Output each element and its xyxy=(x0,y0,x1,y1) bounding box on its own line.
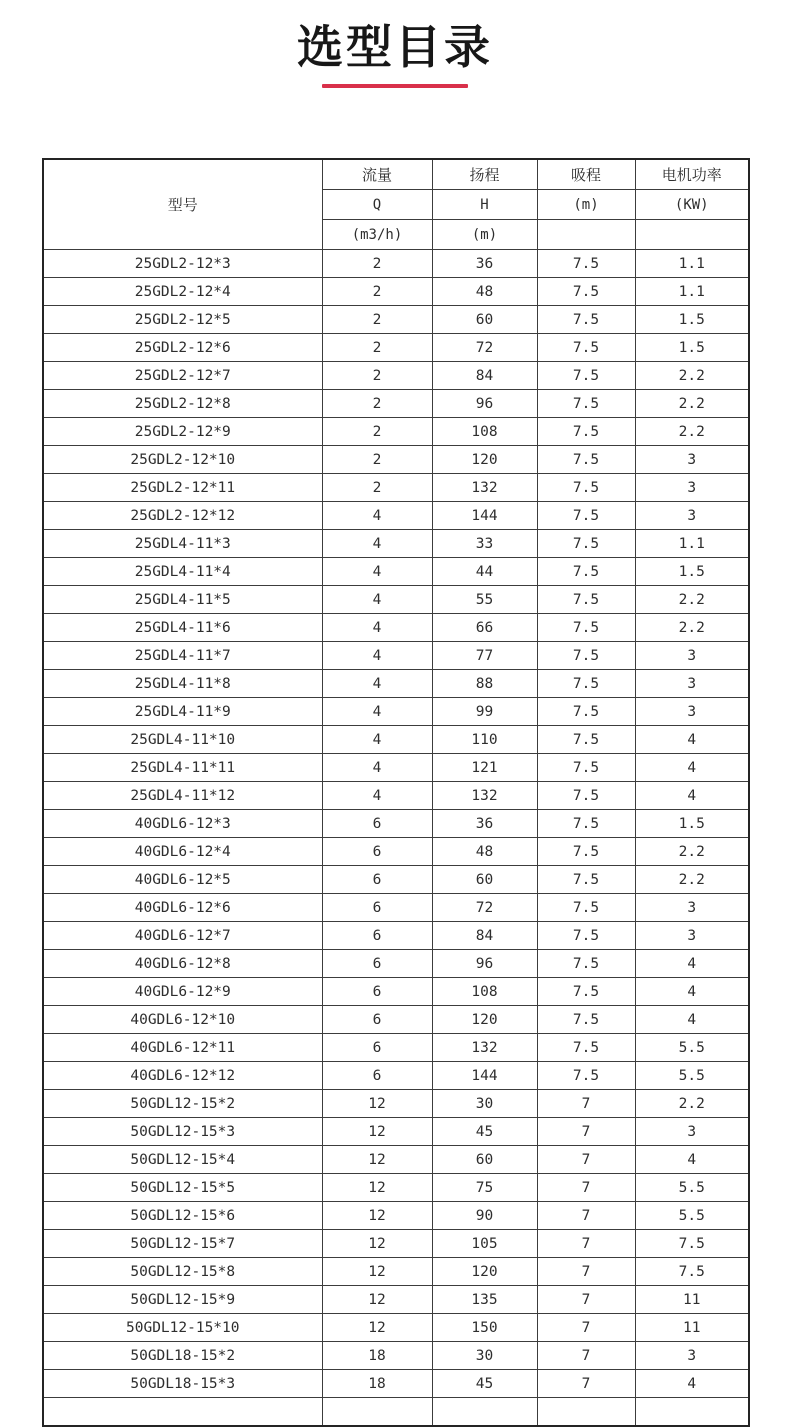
table-header xyxy=(43,159,749,250)
head-cell: 132 xyxy=(432,782,537,810)
power-cell: 3 xyxy=(635,642,749,670)
suction-cell: 7.5 xyxy=(537,530,635,558)
table-row xyxy=(43,1202,749,1230)
power-cell: 1.1 xyxy=(635,530,749,558)
power-cell: 11 xyxy=(635,1286,749,1314)
power-cell: 3 xyxy=(635,1118,749,1146)
flow-cell: 4 xyxy=(322,558,432,586)
table-row xyxy=(43,754,749,782)
flow-cell: 4 xyxy=(322,530,432,558)
flow-cell: 12 xyxy=(322,1146,432,1174)
suction-cell: 7.5 xyxy=(537,1034,635,1062)
col-header-model: 型号 xyxy=(43,159,322,250)
power-cell: 1.5 xyxy=(635,306,749,334)
suction-cell: 7.5 xyxy=(537,1062,635,1090)
table-row xyxy=(43,474,749,502)
head-cell: 132 xyxy=(432,474,537,502)
flow-cell: 6 xyxy=(322,978,432,1006)
power-cell: 2.2 xyxy=(635,418,749,446)
power-cell: 1.5 xyxy=(635,558,749,586)
head-cell: 90 xyxy=(432,1202,537,1230)
power-cell: 3 xyxy=(635,474,749,502)
title-block xyxy=(0,0,790,88)
col-symbol-head: H xyxy=(432,190,537,220)
model-cell: 40GDL6-12*9 xyxy=(43,978,322,1006)
model-cell: 40GDL6-12*3 xyxy=(43,810,322,838)
suction-cell: 7.5 xyxy=(537,698,635,726)
power-cell: 3 xyxy=(635,698,749,726)
flow-cell: 6 xyxy=(322,1062,432,1090)
col-header-head: 扬程 xyxy=(432,159,537,190)
flow-cell: 2 xyxy=(322,334,432,362)
table-body xyxy=(43,250,749,1427)
col-header-power: 电机功率 xyxy=(635,159,749,190)
power-cell: 3 xyxy=(635,502,749,530)
table-row xyxy=(43,530,749,558)
pump-selection-table xyxy=(42,158,750,1427)
power-cell: 7.5 xyxy=(635,1230,749,1258)
model-cell: 50GDL12-15*6 xyxy=(43,1202,322,1230)
head-cell: 48 xyxy=(432,838,537,866)
head-cell: 120 xyxy=(432,1006,537,1034)
flow-cell: 2 xyxy=(322,390,432,418)
head-cell: 96 xyxy=(432,950,537,978)
model-cell: 25GDL4-11*12 xyxy=(43,782,322,810)
flow-cell: 6 xyxy=(322,810,432,838)
flow-cell: 6 xyxy=(322,1034,432,1062)
head-cell: 36 xyxy=(432,810,537,838)
head-cell: 66 xyxy=(432,614,537,642)
model-cell: 25GDL4-11*10 xyxy=(43,726,322,754)
suction-cell: 7.5 xyxy=(537,418,635,446)
model-cell: 50GDL12-15*9 xyxy=(43,1286,322,1314)
model-cell: 40GDL6-12*10 xyxy=(43,1006,322,1034)
col-unit-power: (KW) xyxy=(635,190,749,220)
table-row xyxy=(43,922,749,950)
model-cell: 25GDL4-11*7 xyxy=(43,642,322,670)
model-cell: 25GDL4-11*6 xyxy=(43,614,322,642)
table-row xyxy=(43,1286,749,1314)
table-row xyxy=(43,726,749,754)
suction-cell: 7.5 xyxy=(537,866,635,894)
table-row xyxy=(43,446,749,474)
empty-cell xyxy=(322,1398,432,1427)
model-cell: 40GDL6-12*6 xyxy=(43,894,322,922)
suction-cell: 7 xyxy=(537,1090,635,1118)
power-cell: 4 xyxy=(635,1370,749,1398)
suction-cell: 7.5 xyxy=(537,950,635,978)
header-row-names xyxy=(43,159,749,190)
table-row xyxy=(43,838,749,866)
page-title: 选型目录 xyxy=(297,20,493,74)
model-cell: 50GDL12-15*8 xyxy=(43,1258,322,1286)
suction-cell: 7 xyxy=(537,1342,635,1370)
power-cell: 1.1 xyxy=(635,250,749,278)
suction-cell: 7.5 xyxy=(537,278,635,306)
table-row xyxy=(43,1174,749,1202)
flow-cell: 4 xyxy=(322,726,432,754)
suction-cell: 7.5 xyxy=(537,446,635,474)
head-cell: 144 xyxy=(432,502,537,530)
power-cell: 4 xyxy=(635,782,749,810)
table-row xyxy=(43,866,749,894)
table-row xyxy=(43,1258,749,1286)
flow-cell: 12 xyxy=(322,1174,432,1202)
flow-cell: 4 xyxy=(322,670,432,698)
model-cell: 25GDL2-12*7 xyxy=(43,362,322,390)
flow-cell: 6 xyxy=(322,894,432,922)
flow-cell: 4 xyxy=(322,698,432,726)
head-cell: 55 xyxy=(432,586,537,614)
power-cell: 2.2 xyxy=(635,866,749,894)
model-cell: 25GDL4-11*8 xyxy=(43,670,322,698)
flow-cell: 2 xyxy=(322,306,432,334)
power-cell: 7.5 xyxy=(635,1258,749,1286)
flow-cell: 12 xyxy=(322,1314,432,1342)
head-cell: 60 xyxy=(432,306,537,334)
head-cell: 120 xyxy=(432,1258,537,1286)
flow-cell: 6 xyxy=(322,838,432,866)
col-unit-head: (m) xyxy=(432,220,537,250)
model-cell: 25GDL2-12*11 xyxy=(43,474,322,502)
table-row xyxy=(43,1090,749,1118)
head-cell: 60 xyxy=(432,866,537,894)
flow-cell: 2 xyxy=(322,362,432,390)
table-row xyxy=(43,1006,749,1034)
model-cell: 50GDL12-15*4 xyxy=(43,1146,322,1174)
suction-cell: 7.5 xyxy=(537,894,635,922)
head-cell: 110 xyxy=(432,726,537,754)
table-row xyxy=(43,1146,749,1174)
model-cell: 25GDL2-12*6 xyxy=(43,334,322,362)
flow-cell: 4 xyxy=(322,754,432,782)
power-cell: 2.2 xyxy=(635,838,749,866)
flow-cell: 18 xyxy=(322,1342,432,1370)
head-cell: 36 xyxy=(432,250,537,278)
head-cell: 77 xyxy=(432,642,537,670)
flow-cell: 2 xyxy=(322,250,432,278)
suction-cell: 7.5 xyxy=(537,922,635,950)
col-header-suction: 吸程 xyxy=(537,159,635,190)
table-row xyxy=(43,502,749,530)
model-cell: 40GDL6-12*7 xyxy=(43,922,322,950)
suction-cell: 7.5 xyxy=(537,838,635,866)
power-cell: 1.5 xyxy=(635,810,749,838)
table-row xyxy=(43,950,749,978)
flow-cell: 12 xyxy=(322,1258,432,1286)
head-cell: 105 xyxy=(432,1230,537,1258)
power-cell: 3 xyxy=(635,894,749,922)
flow-cell: 4 xyxy=(322,642,432,670)
model-cell: 50GDL12-15*3 xyxy=(43,1118,322,1146)
suction-cell: 7 xyxy=(537,1370,635,1398)
table-row xyxy=(43,978,749,1006)
table-row xyxy=(43,586,749,614)
power-cell: 2.2 xyxy=(635,614,749,642)
power-cell: 3 xyxy=(635,1342,749,1370)
model-cell: 25GDL2-12*12 xyxy=(43,502,322,530)
flow-cell: 4 xyxy=(322,614,432,642)
col-unit-flow: (m3/h) xyxy=(322,220,432,250)
flow-cell: 4 xyxy=(322,586,432,614)
empty-cell xyxy=(635,1398,749,1427)
suction-cell: 7 xyxy=(537,1174,635,1202)
model-cell: 25GDL4-11*11 xyxy=(43,754,322,782)
empty-cell xyxy=(537,1398,635,1427)
model-cell: 25GDL2-12*10 xyxy=(43,446,322,474)
table-row xyxy=(43,1314,749,1342)
suction-cell: 7 xyxy=(537,1230,635,1258)
title-underline xyxy=(322,84,468,88)
flow-cell: 4 xyxy=(322,502,432,530)
head-cell: 45 xyxy=(432,1370,537,1398)
power-cell: 5.5 xyxy=(635,1174,749,1202)
table-row xyxy=(43,670,749,698)
table-row xyxy=(43,1034,749,1062)
model-cell: 50GDL18-15*3 xyxy=(43,1370,322,1398)
empty-cell xyxy=(43,1398,322,1427)
flow-cell: 2 xyxy=(322,474,432,502)
power-cell: 2.2 xyxy=(635,362,749,390)
power-cell: 4 xyxy=(635,1146,749,1174)
power-cell: 1.5 xyxy=(635,334,749,362)
power-cell: 2.2 xyxy=(635,586,749,614)
head-cell: 72 xyxy=(432,894,537,922)
flow-cell: 6 xyxy=(322,1006,432,1034)
power-cell: 5.5 xyxy=(635,1034,749,1062)
flow-cell: 12 xyxy=(322,1202,432,1230)
suction-cell: 7.5 xyxy=(537,250,635,278)
model-cell: 25GDL2-12*4 xyxy=(43,278,322,306)
suction-cell: 7.5 xyxy=(537,474,635,502)
model-cell: 50GDL12-15*7 xyxy=(43,1230,322,1258)
suction-cell: 7 xyxy=(537,1286,635,1314)
suction-cell: 7 xyxy=(537,1118,635,1146)
model-cell: 25GDL2-12*3 xyxy=(43,250,322,278)
suction-cell: 7.5 xyxy=(537,754,635,782)
table-row xyxy=(43,390,749,418)
head-cell: 108 xyxy=(432,418,537,446)
model-cell: 40GDL6-12*12 xyxy=(43,1062,322,1090)
col-unit-suction-empty xyxy=(537,220,635,250)
table-row xyxy=(43,418,749,446)
col-symbol-flow: Q xyxy=(322,190,432,220)
flow-cell: 12 xyxy=(322,1286,432,1314)
model-cell: 25GDL4-11*4 xyxy=(43,558,322,586)
head-cell: 44 xyxy=(432,558,537,586)
head-cell: 144 xyxy=(432,1062,537,1090)
head-cell: 60 xyxy=(432,1146,537,1174)
suction-cell: 7 xyxy=(537,1258,635,1286)
model-cell: 25GDL2-12*8 xyxy=(43,390,322,418)
table-row xyxy=(43,614,749,642)
table-row xyxy=(43,1062,749,1090)
table-row-partial xyxy=(43,1398,749,1427)
power-cell: 3 xyxy=(635,922,749,950)
power-cell: 2.2 xyxy=(635,390,749,418)
suction-cell: 7 xyxy=(537,1314,635,1342)
suction-cell: 7.5 xyxy=(537,978,635,1006)
head-cell: 99 xyxy=(432,698,537,726)
suction-cell: 7.5 xyxy=(537,1006,635,1034)
power-cell: 4 xyxy=(635,1006,749,1034)
col-unit-suction: (m) xyxy=(537,190,635,220)
head-cell: 75 xyxy=(432,1174,537,1202)
flow-cell: 4 xyxy=(322,782,432,810)
table-row xyxy=(43,278,749,306)
table-row xyxy=(43,334,749,362)
flow-cell: 6 xyxy=(322,922,432,950)
power-cell: 4 xyxy=(635,754,749,782)
suction-cell: 7.5 xyxy=(537,334,635,362)
power-cell: 4 xyxy=(635,726,749,754)
power-cell: 3 xyxy=(635,446,749,474)
model-cell: 40GDL6-12*4 xyxy=(43,838,322,866)
head-cell: 84 xyxy=(432,922,537,950)
table-row xyxy=(43,698,749,726)
head-cell: 120 xyxy=(432,446,537,474)
model-cell: 25GDL2-12*9 xyxy=(43,418,322,446)
power-cell: 11 xyxy=(635,1314,749,1342)
model-cell: 50GDL12-15*10 xyxy=(43,1314,322,1342)
suction-cell: 7.5 xyxy=(537,614,635,642)
power-cell: 2.2 xyxy=(635,1090,749,1118)
table-row xyxy=(43,782,749,810)
flow-cell: 2 xyxy=(322,446,432,474)
model-cell: 25GDL2-12*5 xyxy=(43,306,322,334)
flow-cell: 6 xyxy=(322,866,432,894)
table-row xyxy=(43,558,749,586)
table-row xyxy=(43,1342,749,1370)
head-cell: 45 xyxy=(432,1118,537,1146)
table-row xyxy=(43,894,749,922)
suction-cell: 7.5 xyxy=(537,810,635,838)
model-cell: 50GDL12-15*2 xyxy=(43,1090,322,1118)
head-cell: 108 xyxy=(432,978,537,1006)
head-cell: 33 xyxy=(432,530,537,558)
suction-cell: 7.5 xyxy=(537,670,635,698)
head-cell: 30 xyxy=(432,1342,537,1370)
model-cell: 40GDL6-12*5 xyxy=(43,866,322,894)
col-header-flow: 流量 xyxy=(322,159,432,190)
power-cell: 4 xyxy=(635,950,749,978)
head-cell: 96 xyxy=(432,390,537,418)
head-cell: 135 xyxy=(432,1286,537,1314)
suction-cell: 7.5 xyxy=(537,306,635,334)
empty-cell xyxy=(432,1398,537,1427)
suction-cell: 7.5 xyxy=(537,586,635,614)
model-cell: 50GDL18-15*2 xyxy=(43,1342,322,1370)
suction-cell: 7.5 xyxy=(537,782,635,810)
flow-cell: 12 xyxy=(322,1118,432,1146)
power-cell: 4 xyxy=(635,978,749,1006)
table-row xyxy=(43,250,749,278)
suction-cell: 7.5 xyxy=(537,390,635,418)
model-cell: 40GDL6-12*8 xyxy=(43,950,322,978)
head-cell: 30 xyxy=(432,1090,537,1118)
suction-cell: 7.5 xyxy=(537,362,635,390)
head-cell: 150 xyxy=(432,1314,537,1342)
suction-cell: 7.5 xyxy=(537,502,635,530)
table-row xyxy=(43,810,749,838)
model-cell: 25GDL4-11*9 xyxy=(43,698,322,726)
col-unit-power-empty xyxy=(635,220,749,250)
suction-cell: 7 xyxy=(537,1146,635,1174)
flow-cell: 18 xyxy=(322,1370,432,1398)
power-cell: 1.1 xyxy=(635,278,749,306)
power-cell: 3 xyxy=(635,670,749,698)
head-cell: 88 xyxy=(432,670,537,698)
model-cell: 25GDL4-11*5 xyxy=(43,586,322,614)
table-row xyxy=(43,1370,749,1398)
flow-cell: 2 xyxy=(322,418,432,446)
table-row xyxy=(43,642,749,670)
suction-cell: 7 xyxy=(537,1202,635,1230)
flow-cell: 12 xyxy=(322,1090,432,1118)
suction-cell: 7.5 xyxy=(537,642,635,670)
suction-cell: 7.5 xyxy=(537,558,635,586)
model-cell: 40GDL6-12*11 xyxy=(43,1034,322,1062)
table-row xyxy=(43,362,749,390)
flow-cell: 6 xyxy=(322,950,432,978)
head-cell: 132 xyxy=(432,1034,537,1062)
head-cell: 48 xyxy=(432,278,537,306)
table-row xyxy=(43,1230,749,1258)
head-cell: 121 xyxy=(432,754,537,782)
suction-cell: 7.5 xyxy=(537,726,635,754)
model-cell: 25GDL4-11*3 xyxy=(43,530,322,558)
flow-cell: 2 xyxy=(322,278,432,306)
table-row xyxy=(43,306,749,334)
model-cell: 50GDL12-15*5 xyxy=(43,1174,322,1202)
power-cell: 5.5 xyxy=(635,1202,749,1230)
flow-cell: 12 xyxy=(322,1230,432,1258)
head-cell: 72 xyxy=(432,334,537,362)
table-row xyxy=(43,1118,749,1146)
head-cell: 84 xyxy=(432,362,537,390)
power-cell: 5.5 xyxy=(635,1062,749,1090)
